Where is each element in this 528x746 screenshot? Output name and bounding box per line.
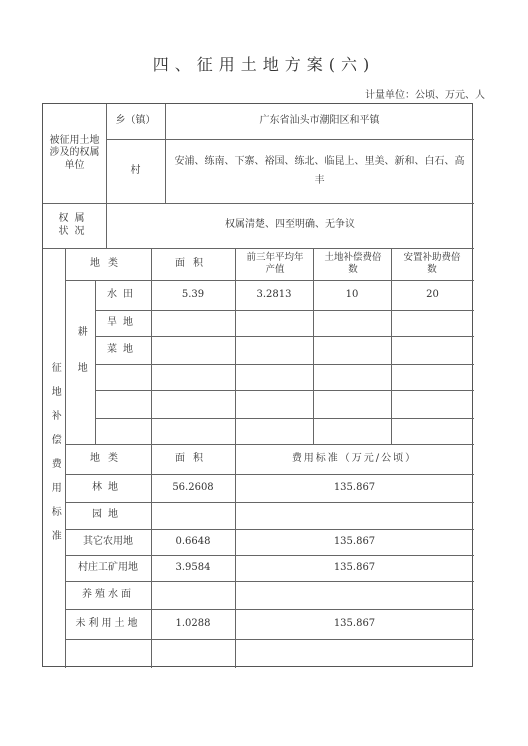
t2-header-standard: 费用标准（万元/公顷） (291, 452, 418, 464)
page-title: 四、征用土地方案(六) (152, 55, 376, 74)
t2-row-4-name: 养殖水面 (82, 588, 134, 600)
t2-row-3-name: 村庄工矿用地 (78, 561, 138, 573)
unit-note: 计量单位：公顷、万元、人 (365, 90, 485, 101)
t2-row-2-name: 其它农用地 (83, 535, 133, 547)
town-label: 乡（镇） (115, 115, 156, 127)
t2-row-2-area: 0.6648 (175, 535, 211, 547)
compensation-standard-label: 征地补偿费用标准 (49, 362, 61, 554)
t2-header-area: 面积 (175, 452, 211, 464)
status-label: 权属状况 (58, 213, 91, 237)
t2-row-5-name: 未利用土地 (75, 617, 141, 629)
t1-row-0-name: 水田 (107, 288, 139, 300)
t1-header-land-multiple: 土地补偿费倍数 (324, 252, 382, 275)
t2-header-landtype: 地类 (90, 452, 126, 464)
t1-row-0-land: 10 (345, 288, 359, 300)
t2-row-1-name: 园地 (92, 509, 124, 521)
t1-header-landtype: 地类 (90, 257, 126, 269)
t1-row-0-avg: 3.2813 (256, 288, 292, 300)
cultivated-label: 耕地 (75, 326, 87, 398)
t1-row-0-resettle: 20 (426, 288, 439, 300)
t1-row-1-name: 旱地 (107, 316, 139, 328)
t2-row-5-area: 1.0288 (175, 617, 211, 629)
village-label: 村 (130, 164, 141, 176)
village-value: 安浦、练南、下寨、裕国、练北、临昆上、里美、新和、白石、高丰 (174, 156, 465, 186)
t2-row-2-std: 135.867 (333, 535, 376, 547)
town-value: 广东省汕头市潮阳区和平镇 (259, 115, 380, 127)
t1-header-avg-output: 前三年平均年产值 (246, 252, 304, 275)
t2-row-0-std: 135.867 (333, 481, 376, 493)
t2-row-0-name: 林地 (92, 481, 124, 493)
t2-row-5-std: 135.867 (333, 617, 376, 629)
t1-row-2-name: 菜地 (107, 343, 139, 355)
t2-row-3-std: 135.867 (333, 561, 376, 573)
land-plan-table (42, 103, 473, 667)
t2-row-3-area: 3.9584 (175, 561, 211, 573)
t1-header-resettle-multiple: 安置补助费倍数 (403, 252, 461, 275)
status-value: 权属清楚、四至明确、无争议 (225, 219, 355, 231)
t2-row-0-area: 56.2608 (172, 481, 214, 493)
t1-header-area: 面积 (175, 257, 211, 269)
ownership-label: 被征用土地涉及的权属单位 (49, 134, 100, 171)
t1-row-0-area: 5.39 (181, 288, 205, 300)
